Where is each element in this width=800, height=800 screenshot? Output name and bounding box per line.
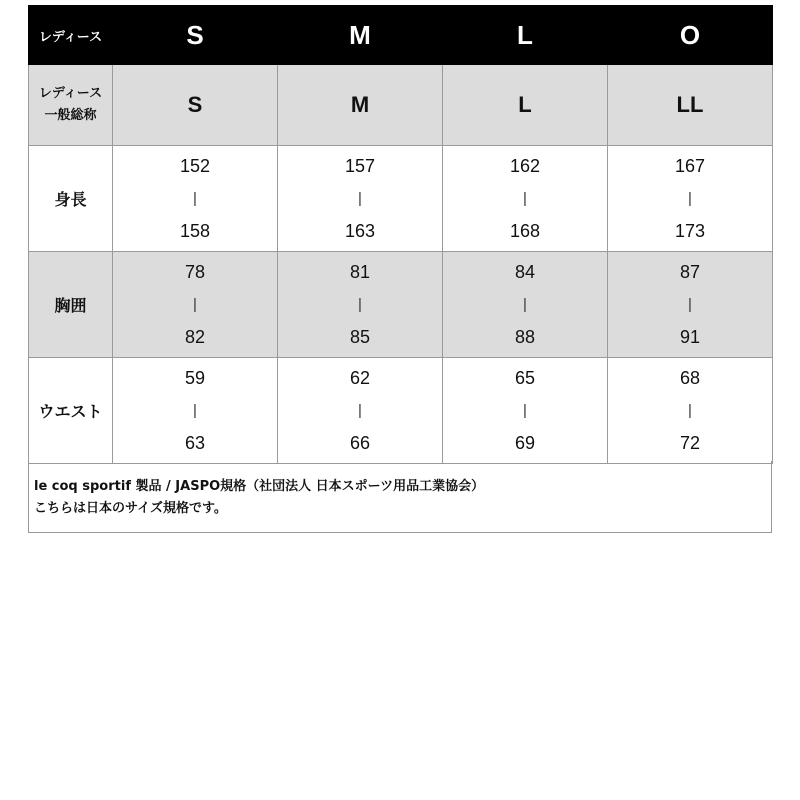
range-separator: | xyxy=(688,190,692,207)
range-separator: | xyxy=(523,402,527,419)
general-label-line1: レディース xyxy=(38,86,103,101)
chest-row xyxy=(29,252,773,358)
range xyxy=(113,368,277,454)
range-separator: | xyxy=(358,190,362,207)
range-min: 87 xyxy=(679,261,701,282)
height-cell-l xyxy=(443,146,608,252)
range xyxy=(443,368,607,454)
header-label-cell: レディース xyxy=(29,6,113,65)
range-max: 168 xyxy=(509,220,541,241)
waist-cell-o xyxy=(608,358,773,464)
general-size-s: S xyxy=(113,65,278,146)
range xyxy=(443,156,607,242)
header-row xyxy=(29,6,773,65)
range-max: 85 xyxy=(349,326,371,347)
range-max: 88 xyxy=(514,326,536,347)
range-min: 78 xyxy=(184,261,206,282)
range-max: 82 xyxy=(184,326,206,347)
range-min: 59 xyxy=(184,367,206,388)
chest-cell-o xyxy=(608,252,773,358)
range-separator: | xyxy=(523,190,527,207)
waist-cell-m xyxy=(278,358,443,464)
header-size-s: S xyxy=(113,6,278,65)
height-cell-m xyxy=(278,146,443,252)
size-chart-table xyxy=(28,5,773,464)
general-label-line2: 一般総称 xyxy=(44,108,97,123)
range-max: 91 xyxy=(679,326,701,347)
range xyxy=(443,262,607,348)
general-size-row xyxy=(29,65,773,146)
range-separator: | xyxy=(193,402,197,419)
range-min: 65 xyxy=(514,367,536,388)
header-size-l: L xyxy=(443,6,608,65)
general-label-cell xyxy=(29,65,113,146)
range-separator: | xyxy=(523,296,527,313)
range xyxy=(113,156,277,242)
range-min: 68 xyxy=(679,367,701,388)
range-min: 62 xyxy=(349,367,371,388)
range-separator: | xyxy=(688,296,692,313)
general-size-m: M xyxy=(278,65,443,146)
waist-cell-l xyxy=(443,358,608,464)
waist-cell-s xyxy=(113,358,278,464)
general-size-l: L xyxy=(443,65,608,146)
range-separator: | xyxy=(193,190,197,207)
height-cell-s xyxy=(113,146,278,252)
range-min: 157 xyxy=(344,155,376,176)
range xyxy=(608,156,772,242)
range xyxy=(608,262,772,348)
range-max: 66 xyxy=(349,432,371,453)
range-max: 63 xyxy=(184,432,206,453)
range-separator: | xyxy=(688,402,692,419)
range-min: 81 xyxy=(349,261,371,282)
header-size-o: O xyxy=(608,6,773,65)
chest-cell-l xyxy=(443,252,608,358)
chest-label: 胸囲 xyxy=(29,252,113,358)
range-max: 69 xyxy=(514,432,536,453)
range-separator: | xyxy=(358,296,362,313)
chest-cell-m xyxy=(278,252,443,358)
range-max: 163 xyxy=(344,220,376,241)
general-size-ll: LL xyxy=(608,65,773,146)
range xyxy=(278,262,442,348)
range-min: 162 xyxy=(509,155,541,176)
height-label: 身長 xyxy=(29,146,113,252)
range-min: 84 xyxy=(514,261,536,282)
waist-label: ウエスト xyxy=(29,358,113,464)
header-size-m: M xyxy=(278,6,443,65)
waist-row xyxy=(29,358,773,464)
range-min: 167 xyxy=(674,155,706,176)
range-max: 72 xyxy=(679,432,701,453)
range-max: 158 xyxy=(179,220,211,241)
range xyxy=(608,368,772,454)
range-separator: | xyxy=(193,296,197,313)
note-japan-size-line: こちらは日本のサイズ規格です。 xyxy=(34,501,227,516)
range xyxy=(113,262,277,348)
range xyxy=(278,368,442,454)
height-row xyxy=(29,146,773,252)
note-standard-line: le coq sportif 製品 / JASPO規格（社団法人 日本スポーツ用品工業協会） xyxy=(34,479,485,494)
range-min: 152 xyxy=(179,155,211,176)
height-cell-o xyxy=(608,146,773,252)
range-separator: | xyxy=(358,402,362,419)
notes-box xyxy=(28,461,772,533)
range-max: 173 xyxy=(674,220,706,241)
range xyxy=(278,156,442,242)
chest-cell-s xyxy=(113,252,278,358)
